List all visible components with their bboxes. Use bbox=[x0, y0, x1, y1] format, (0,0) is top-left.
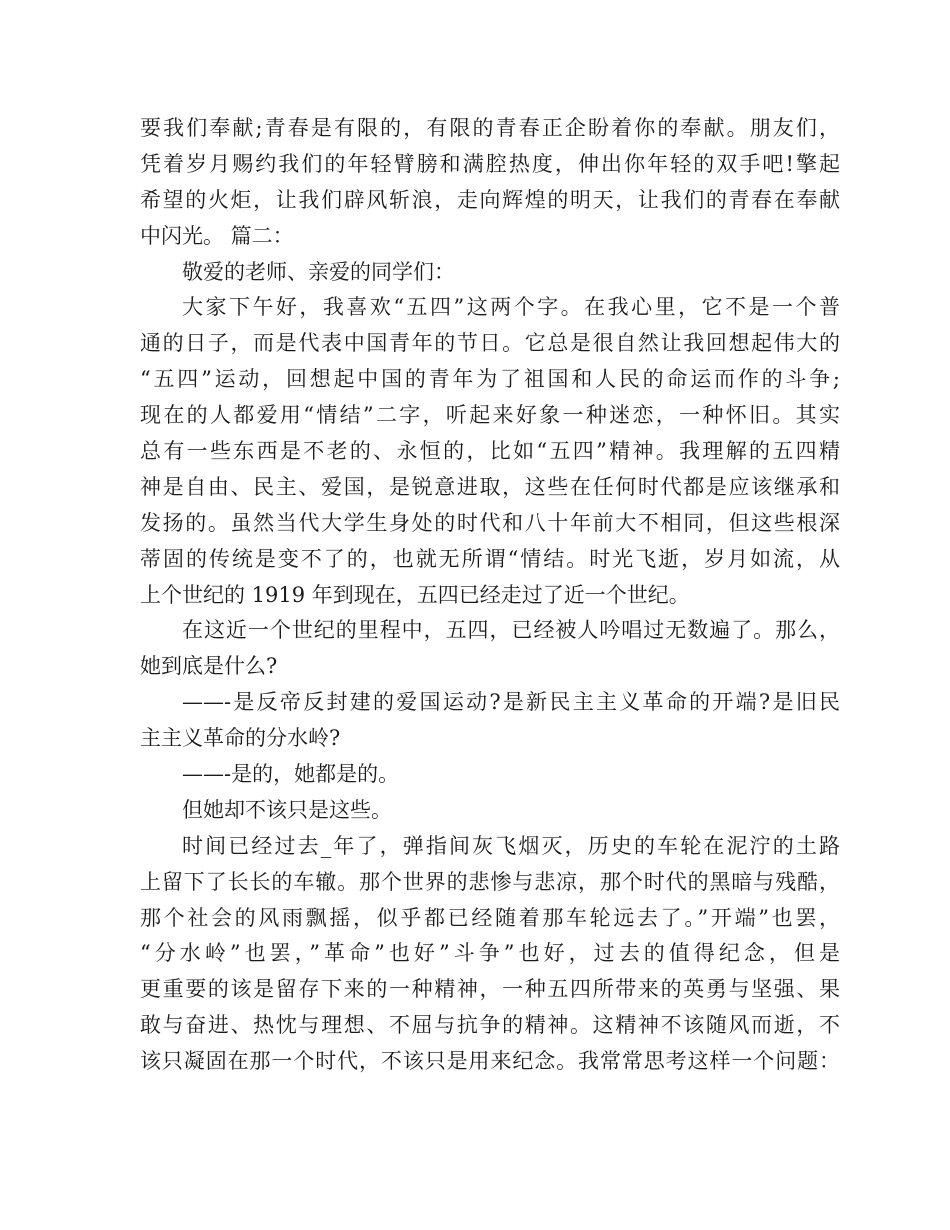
text-line: 希望的火炬，让我们辟风斩浪，走向辉煌的明天，让我们的青春在奉献 bbox=[140, 187, 840, 212]
text-line: 那个社会的风雨飘摇，似乎都已经随着那车轮远去了。”开端”也罢， bbox=[140, 905, 840, 930]
text-line: 在这近一个世纪的里程中，五四，已经被人吟唱过无数遍了。那么， bbox=[182, 618, 840, 643]
text-line: 更重要的该是留存下来的一种精神，一种五四所带来的英勇与坚强、果 bbox=[140, 977, 840, 1002]
text-line: 要我们奉献;青春是有限的，有限的青春正企盼着你的奉献。朋友们， bbox=[140, 116, 840, 140]
document-body bbox=[140, 111, 840, 1080]
text-line: 主主义革命的分水岭? bbox=[140, 726, 341, 751]
text-line: 上留下了长长的车辙。那个世界的悲惨与悲凉，那个时代的黑暗与残酷， bbox=[140, 869, 840, 894]
text-line: 敬爱的老师、亲爱的同学们： bbox=[182, 259, 455, 284]
text-line: 敢与奋进、热忱与理想、不屈与抗争的精神。这精神不该随风而逝，不 bbox=[140, 1013, 840, 1038]
text-line: 大家下午好，我喜欢“五四”这两个字。在我心里，它不是一个普 bbox=[182, 295, 840, 320]
text-line: 蒂固的传统是变不了的，也就无所谓“情结。时光飞逝，岁月如流，从 bbox=[140, 546, 840, 571]
text-line: 上个世纪的 1919 年到现在，五四已经走过了近一个世纪。 bbox=[140, 582, 690, 607]
text-line: 发扬的。虽然当代大学生身处的时代和八十年前大不相同，但这些根深 bbox=[140, 510, 840, 535]
text-line: “五四”运动，回想起中国的青年为了祖国和人民的命运而作的斗争; bbox=[140, 367, 840, 392]
text-line: 中闪光。 篇二： bbox=[140, 223, 294, 248]
text-line: 时间已经过去_年了，弹指间灰飞烟灭，历史的车轮在泥泞的土路 bbox=[182, 833, 840, 858]
text-line: 她到底是什么? bbox=[140, 654, 278, 679]
text-line: ——-是的，她都是的。 bbox=[182, 762, 400, 787]
text-line: 凭着岁月赐约我们的年轻臂膀和满腔热度，伸出你年轻的双手吧!擎起 bbox=[140, 151, 840, 176]
text-line: 神是自由、民主、爱国，是锐意进取，这些在任何时代都是应该继承和 bbox=[140, 474, 840, 499]
text-line: ——-是反帝反封建的爱国运动?是新民主主义革命的开端?是旧民 bbox=[182, 690, 840, 715]
text-line: 通的日子，而是代表中国青年的节日。它总是很自然让我回想起伟大的 bbox=[140, 331, 840, 356]
text-line: 现在的人都爱用“情结”二字，听起来好象一种迷恋，一种怀旧。其实 bbox=[140, 403, 840, 428]
text-line: 该只凝固在那一个时代，不该只是用来纪念。我常常思考这样一个问题： bbox=[140, 1049, 840, 1074]
text-line: “分水岭”也罢，”革命”也好”斗争”也好，过去的值得纪念，但是 bbox=[140, 941, 840, 966]
text-line: 总有一些东西是不老的、永恒的，比如“五四”精神。我理解的五四精 bbox=[140, 439, 840, 464]
text-line: 但她却不该只是这些。 bbox=[182, 797, 392, 822]
